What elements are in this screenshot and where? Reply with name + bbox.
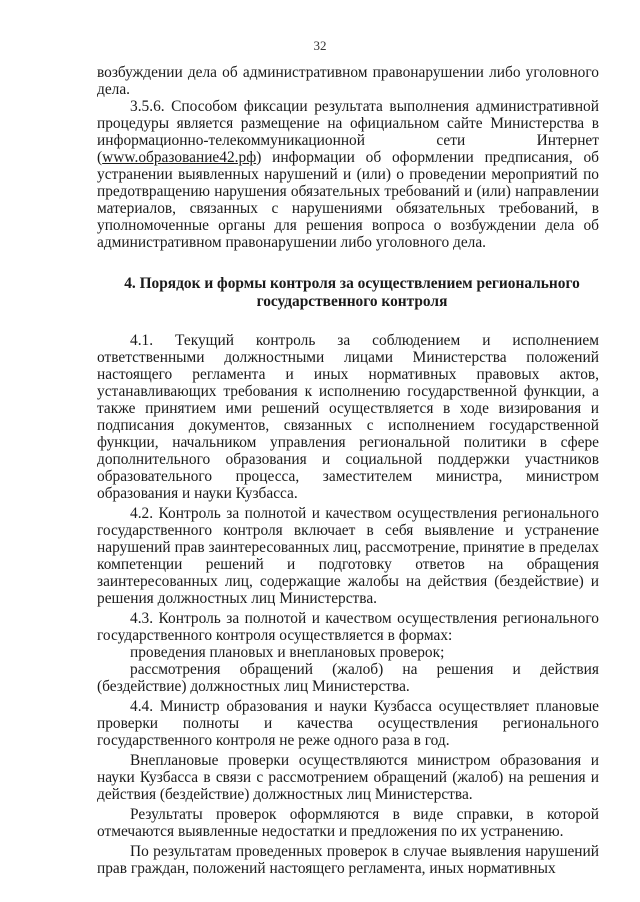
paragraph-continuation: возбуждении дела об административном правонарушении либо уголовного дела. xyxy=(97,64,599,98)
paragraph-inspection-results: Результаты проверок оформляются в виде справки, в которой отмечаются выявленные недостатки и предложения по их устранению. xyxy=(97,806,599,840)
ministry-website-link[interactable]: www.образование42.рф xyxy=(102,149,257,166)
paragraph-unscheduled-inspections: Внеплановые проверки осуществляются министром образования и науки Кузбасса в связи с рассмотрением обращений (жалоб) на решения и действия (бездействие) должностных лиц Министерства. xyxy=(97,752,599,803)
paragraph-3-5-6-text-end: ) информации об оформлении предписания, об устранении выявленных нарушений и (или) о проведении мероприятий по предотвращению нарушения обязательных требований и (или) направлении материалов, связанных с нарушениями обязательных требований, в уполномоченные органы для решения вопроса о возбуждении дела об административном правонарушении либо уголовного дела. xyxy=(97,149,599,251)
paragraph-4-3-item-1: проведения плановых и внеплановых проверок; xyxy=(130,644,445,661)
page-number: 32 xyxy=(313,38,327,53)
paragraph-4-3: 4.3. Контроль за полнотой и качеством осуществления регионального государственного контроля осуществляется в формах: xyxy=(97,610,599,644)
paragraph-4-1: 4.1. Текущий контроль за соблюдением и исполнением ответственными должностными лицами Министерства положений настоящего регламента и иных нормативных правовых актов, устанавливающих требования к исполнению государственной функции, а также принятием ими решений осуществляется в ходе визирования и подписания документов, связанных с исполнением государственной функции, начальником управления региональной политики в сфере дополнительного образования и социальной поддержки участников образовательного процесса, заместителем министра, министром образования и науки Кузбасса. xyxy=(97,332,599,502)
paragraph-4-4: 4.4. Министр образования и науки Кузбасса осуществляет плановые проверки полноты и качества осуществления регионального государственного контроля не реже одного раза в год. xyxy=(97,698,599,749)
document-body xyxy=(97,64,599,877)
paragraph-4-3-item-2: рассмотрения обращений (жалоб) на решения и действия (бездействие) должностных лиц Министерства. xyxy=(97,661,599,695)
paragraph-4-2: 4.2. Контроль за полнотой и качеством осуществления регионального государственного контроля включает в себя выявление и устранение нарушений прав заинтересованных лиц, рассмотрение, принятие в пределах компетенции решений и подготовку ответов на обращения заинтересованных лиц, содержащие жалобы на действия (бездействие) и решения должностных лиц Министерства. xyxy=(97,505,599,607)
paragraph-3-5-6 xyxy=(97,98,599,251)
paragraph-3-5-6-text-start: 3.5.6. Способом фиксации результата выполнения административной процедуры является размещение на официальном сайте Министерства в информационно-телекоммуникационной сети Интернет ( xyxy=(97,98,599,166)
section-4-heading: 4. Порядок и формы контроля за осуществлением регионального государственного контроля xyxy=(124,275,580,310)
paragraph-inspection-outcomes: По результатам проведенных проверок в случае выявления нарушений прав граждан, положений настоящего регламента, иных нормативных xyxy=(97,843,599,877)
